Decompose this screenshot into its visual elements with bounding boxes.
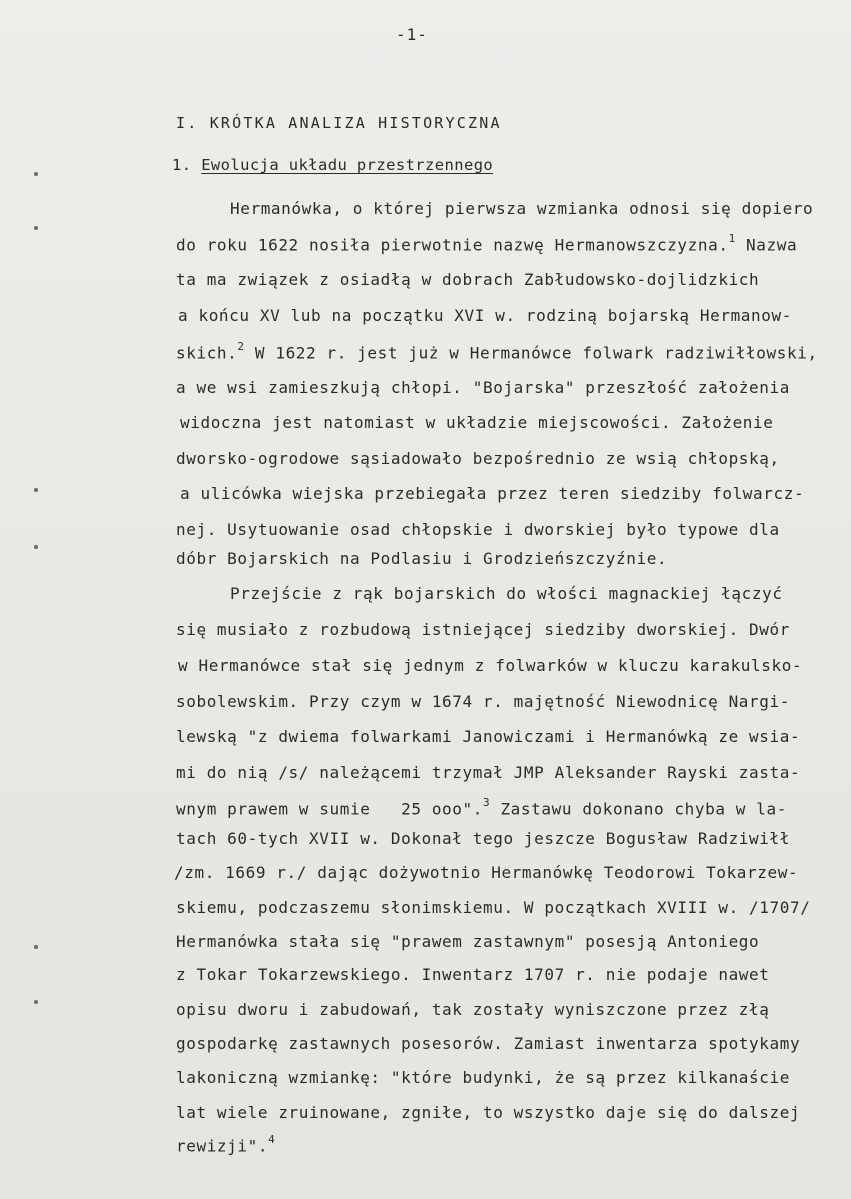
text-line	[176, 829, 790, 848]
text-line	[176, 1034, 800, 1053]
text-line	[176, 1135, 275, 1155]
text-line	[176, 727, 800, 746]
line-text: lat wiele zruinowane, zgniłe, to wszystko daje się do dalszej	[176, 1103, 801, 1122]
text-line	[176, 898, 810, 917]
text-line	[176, 932, 759, 951]
line-text: lakoniczną wzmiankę: "które budynki, że są przez kilkanaście	[176, 1068, 790, 1087]
line-text: dworsko-ogrodowe sąsiadowało bezpośrednio ze wsią chłopską,	[176, 449, 780, 468]
text-line	[176, 763, 800, 782]
line-text: z Tokar Tokarzewskiego. Inwentarz 1707 r. nie podaje nawet	[176, 965, 770, 984]
line-text: skich.	[176, 343, 238, 363]
line-text: gospodarkę zastawnych posesorów. Zamiast inwentarza spotykamy	[176, 1034, 801, 1053]
line-text: w Hermanówce stał się jednym z folwarków w kluczu karakulsko-	[178, 656, 803, 675]
text-line	[180, 484, 804, 503]
line-text: Hermanówka, o której pierwsza wzmianka odnosi się dopiero	[230, 199, 814, 218]
line-text: wnym prawem w sumie 25 ooo".	[176, 799, 483, 819]
section-heading	[172, 156, 493, 174]
margin-punch-mark	[34, 545, 38, 549]
line-text: a końcu XV lub na początku XVI w. rodziną bojarską Hermanow-	[178, 306, 792, 325]
margin-punch-mark	[34, 172, 38, 176]
line-text: /zm. 1669 r./ dając dożywotnio Hermanówkę Teodorowi Tokarzew-	[174, 863, 799, 882]
footnote-marker: 4	[268, 1133, 276, 1146]
margin-punch-mark	[34, 488, 38, 492]
line-text: Hermanówka stała się "prawem zastawnym" posesją Antoniego	[176, 932, 760, 951]
text-line	[176, 965, 770, 984]
line-text: sobolewskim. Przy czym w 1674 r. majętność Niewodnicę Nargi-	[176, 692, 790, 711]
page-number: -1-	[396, 25, 428, 44]
text-line	[176, 378, 790, 397]
text-line	[176, 342, 818, 362]
text-line	[176, 798, 787, 818]
margin-punch-mark	[34, 1000, 38, 1004]
text-line	[178, 306, 792, 325]
line-text: nej. Usytuowanie osad chłopskie i dworskiej było typowe dla	[176, 520, 780, 539]
line-text: opisu dworu i zabudowań, tak zostały wyniszczone przez złą	[176, 1000, 770, 1019]
text-line	[176, 520, 780, 539]
text-line	[176, 270, 759, 289]
footnote-marker: 1	[728, 232, 736, 245]
line-text: dóbr Bojarskich na Podlasiu i Grodzieńszczyźnie.	[176, 549, 668, 568]
text-line	[176, 234, 797, 254]
line-text: Przejście z rąk bojarskich do włości magnackiej łączyć	[230, 584, 783, 603]
text-line	[176, 449, 780, 468]
line-text: do roku 1622 nosiła pierwotnie nazwę Hermanowszczyzna.	[176, 235, 729, 255]
text-line	[176, 549, 667, 568]
text-line	[176, 620, 790, 639]
line-text: a we wsi zamieszkują chłopi. "Bojarska" przeszłość założenia	[176, 378, 790, 397]
text-line	[176, 1000, 770, 1019]
line-text: ta ma związek z osiadłą w dobrach Zabłudowsko-dojlidzkich	[176, 270, 760, 289]
line-text: tach 60-tych XVII w. Dokonał tego jeszcze Bogusław Radziwiłł	[176, 829, 790, 848]
line-text: a ulicówka wiejska przebiegała przez teren siedziby folwarcz-	[180, 484, 805, 503]
line-text: rewizji".	[176, 1136, 269, 1156]
chapter-heading: I. KRÓTKA ANALIZA HISTORYCZNA	[176, 114, 502, 132]
line-text: skiemu, podczaszemu słonimskiemu. W początkach XVIII w. /1707/	[176, 898, 811, 917]
line-text: się musiało z rozbudową istniejącej siedziby dworskiej. Dwór	[176, 620, 790, 639]
line-text: mi do nią /s/ należącemi trzymał JMP Aleksander Rayski zasta-	[176, 763, 801, 782]
line-text: lewską "z dwiema folwarkami Janowiczami i Hermanówką ze wsia-	[176, 727, 801, 746]
section-number: 1.	[172, 156, 192, 174]
footnote-marker: 3	[482, 796, 491, 809]
line-text-continued: W 1622 r. jest już w Hermanówce folwark radziwiłłowski,	[244, 343, 818, 363]
text-line	[176, 692, 790, 711]
text-line	[176, 1103, 800, 1122]
text-line	[174, 863, 798, 882]
line-text-continued: Nazwa	[735, 235, 798, 255]
text-line	[180, 413, 774, 432]
line-text-continued: Zastawu dokonano chyba w la-	[490, 799, 787, 819]
text-line	[230, 199, 813, 218]
text-line	[176, 1068, 790, 1087]
text-line	[230, 584, 783, 603]
section-title: Ewolucja układu przestrzennego	[201, 156, 494, 174]
margin-punch-mark	[34, 226, 38, 230]
text-line	[178, 656, 802, 675]
footnote-marker: 2	[237, 340, 245, 353]
margin-punch-mark	[34, 945, 38, 949]
line-text: widoczna jest natomiast w układzie miejscowości. Założenie	[180, 413, 774, 432]
